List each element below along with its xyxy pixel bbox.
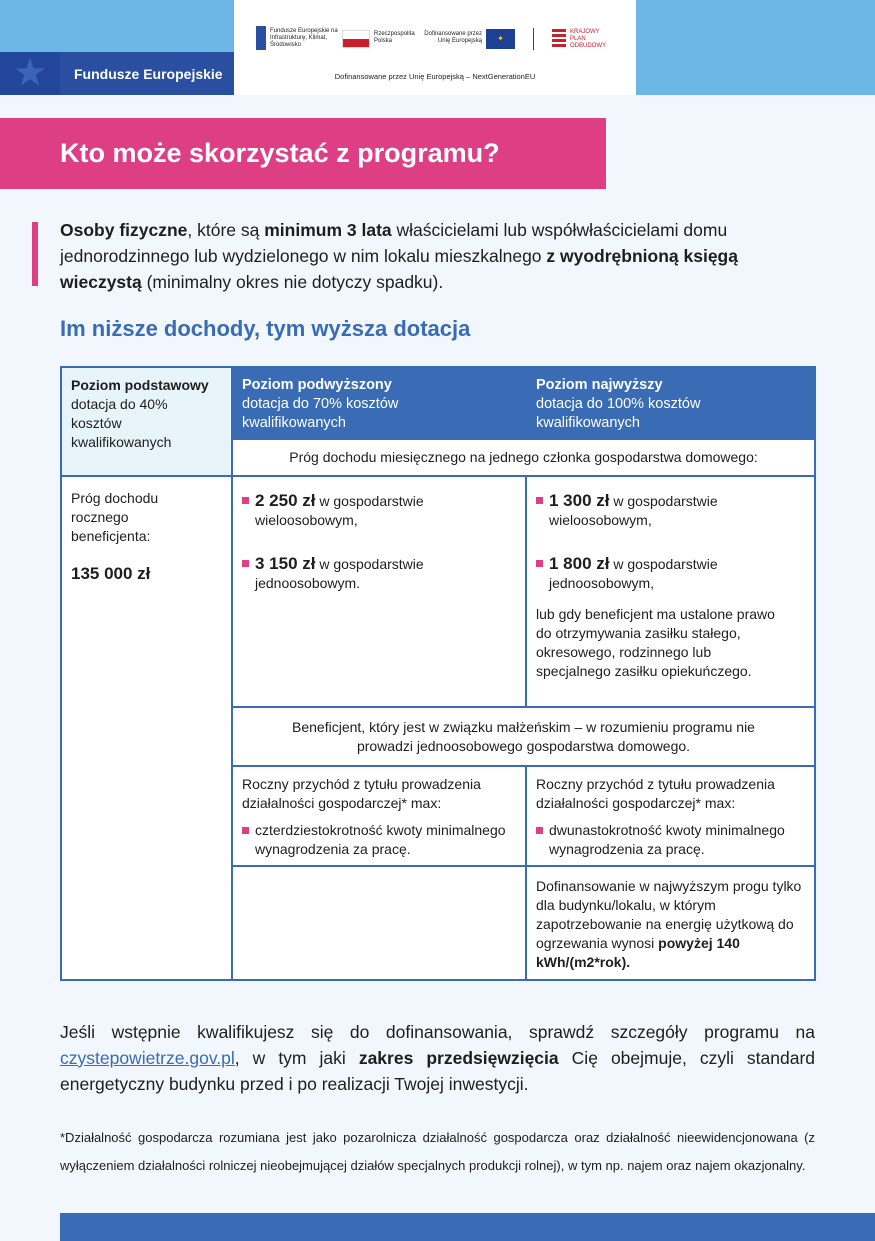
kpo-logo-icon — [552, 29, 566, 49]
fe-logo-icon — [256, 26, 266, 50]
raised-business: Roczny przychód z tytułu prowadzenia działalności gospodarczej* max: czterdziestokrotność kwoty minimalnego wynagrodzenia za pracę. — [231, 765, 527, 867]
cofinanced-text: Dofinansowane przez Unię Europejską – NextGenerationEU — [334, 72, 536, 81]
program-link[interactable]: czystepowietrze.gov.pl — [60, 1048, 235, 1068]
intro-paragraph: Osoby fizyczne, które są minimum 3 lata właścicielami lub współwłaścicielami domu jednorodzinnego lub wydzielonego w nim lokalu mieszkalnego z wyodrębnioną księgą wieczystą (minimalny okres nie dotyczy spadku). — [60, 220, 738, 292]
kpo-logo-text: KRAJOWY PLAN ODBUDOWY — [570, 29, 606, 49]
outro-paragraph: Jeśli wstępnie kwalifikujesz się do dofinansowania, sprawdź szczegóły programu na czystepowietrze.gov.pl, w tym jaki zakres przedsięwzięcia Cię obejmuje, czyli standard energetyczny budynku przed i po realizacji Twojej inwestycji. — [60, 1022, 816, 1094]
highest-business: Roczny przychód z tytułu prowadzenia działalności gospodarczej* max: dwunastokrotność kwoty minimalnego wynagrodzenia za pracę. — [525, 765, 816, 867]
header-band-right — [636, 0, 875, 95]
header-basic: Poziom podstawowy dotacja do 40% kosztów kwalifikowanych — [60, 366, 233, 477]
energy-note: Dofinansowanie w najwyższym progu tylko dla budynku/lokalu, w którym zapotrzebowanie na energię użytkową do ogrzewania wynosi powyżej 140 kWh/(m2*rok). — [525, 865, 816, 981]
raised-thresholds: 2 250 zł w gospodarstwie wieloosobowym, 3 150 zł w gospodarstwie jednoosobowym. — [231, 475, 527, 708]
polish-flag-icon — [342, 30, 370, 48]
empty-cell — [231, 865, 527, 981]
fe-logo-text: Fundusze Europejskie na Infrastrukturę, Klimat, Środowisko — [270, 28, 338, 48]
marriage-note: Beneficjent, który jest w związku małżeńskim – w rozumieniu programu nie prowadzi jednoosobowego gospodarstwa domowego. — [231, 706, 816, 767]
eu-flag-icon: ✦ — [486, 29, 515, 49]
section-subtitle: Im niższe dochody, tym wyższa dotacja — [60, 316, 471, 341]
rp-logo-text: Rzeczpospolita Polska — [374, 31, 415, 44]
header-highest: Poziom najwyższy dotacja do 100% kosztów kwalifikowanych — [525, 366, 816, 440]
header-band — [0, 0, 234, 52]
header-raised: Poziom podwyższony dotacja do 70% kosztów kwalifikowanych — [231, 366, 527, 440]
accent-bar — [32, 222, 38, 286]
footer-band — [60, 1213, 875, 1241]
footnote: *Działalność gospodarcza rozumiana jest jako pozarolnicza działalność gospodarcza oraz działalność nieewidencjonowana (z wyłączeniem działalności rolniczej nieobejmującej działów specjalnych produkcji rolnej), w tym np. najem oraz najem okazjonalny. — [60, 1130, 815, 1173]
eu-logo-text: Dofinansowane przez Unię Europejską — [424, 31, 482, 44]
stars-icon: ★ — [0, 52, 60, 95]
brand-badge: ★ Fundusze Europejskie — [0, 52, 234, 95]
logo-strip — [234, 0, 636, 95]
page-title: Kto może skorzystać z programu? — [0, 118, 606, 189]
annual-threshold: Próg dochodu rocznego beneficjenta: 135 000 zł — [60, 475, 233, 981]
highest-thresholds: 1 300 zł w gospodarstwie wieloosobowym, 1 800 zł w gospodarstwie jednoosobowym, lub gdy beneficjent ma ustalone prawo do otrzymywania zasiłku stałego, okresowego, rodzinnego lub specjalnego zasiłku opiekuńczego. — [525, 475, 816, 708]
monthly-threshold-label: Próg dochodu miesięcznego na jednego członka gospodarstwa domowego: — [231, 438, 816, 477]
